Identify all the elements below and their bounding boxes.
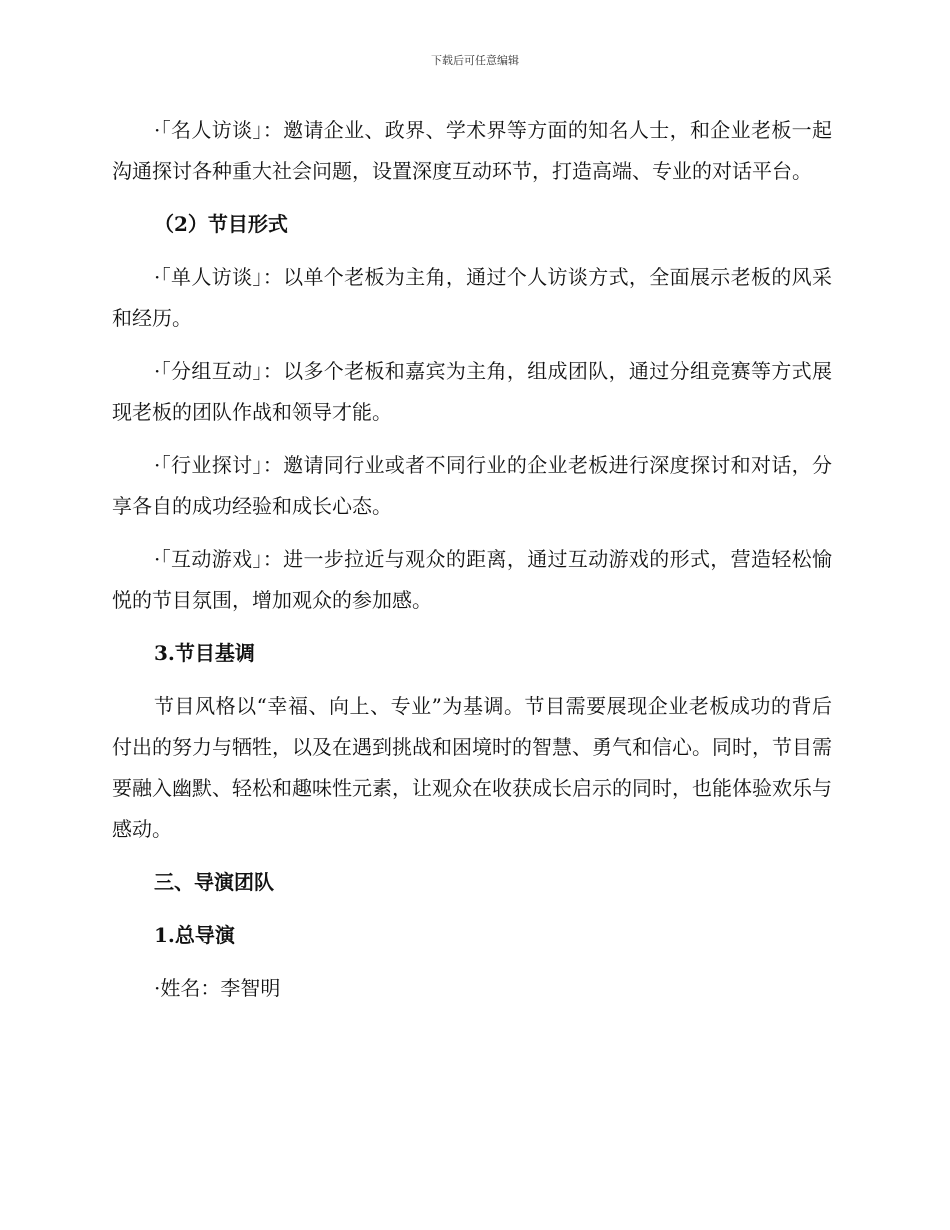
heading-program-format: （2）节目形式 <box>154 212 288 236</box>
heading-chief-director: 1.总导演 <box>154 923 235 947</box>
document-body <box>112 110 832 1021</box>
paragraph-interactive-games: ·「互动游戏」：进一步拉近与观众的距离，通过互动游戏的形式，营造轻松愉悦的节目氛围，增加观众的参加感。 <box>112 547 832 612</box>
paragraph-group-interaction: ·「分组互动」：以多个老板和嘉宾为主角，组成团队，通过分组竞赛等方式展现老板的团队作战和领导才能。 <box>112 359 832 424</box>
paragraph-single-interview: ·「单人访谈」：以单个老板为主角，通过个人访谈方式，全面展示老板的风采和经历。 <box>112 265 832 330</box>
heading-program-tone: 3.节目基调 <box>154 641 255 665</box>
paragraph-program-tone: 节目风格以“幸福、向上、专业”为基调。节目需要展现企业老板成功的背后付出的努力与牺牲，以及在遇到挑战和困境时的智慧、勇气和信心。同时，节目需要融入幽默、轻松和趣味性元素，让观众在收获成长启示的同时，也能体验欢乐与感动。 <box>112 694 832 841</box>
page-header: 下载后可任意编辑 <box>431 54 519 67</box>
heading-director-team: 三、导演团队 <box>154 870 274 894</box>
paragraph-celebrity-interview: ·「名人访谈」：邀请企业、政界、学术界等方面的知名人士，和企业老板一起沟通探讨各种重大社会问题，设置深度互动环节，打造高端、专业的对话平台。 <box>112 118 832 183</box>
paragraph-industry-discussion: ·「行业探讨」：邀请同行业或者不同行业的企业老板进行深度探讨和对话，分享各自的成功经验和成长心态。 <box>112 453 832 518</box>
paragraph-director-name: ·姓名：李智明 <box>154 976 281 1000</box>
